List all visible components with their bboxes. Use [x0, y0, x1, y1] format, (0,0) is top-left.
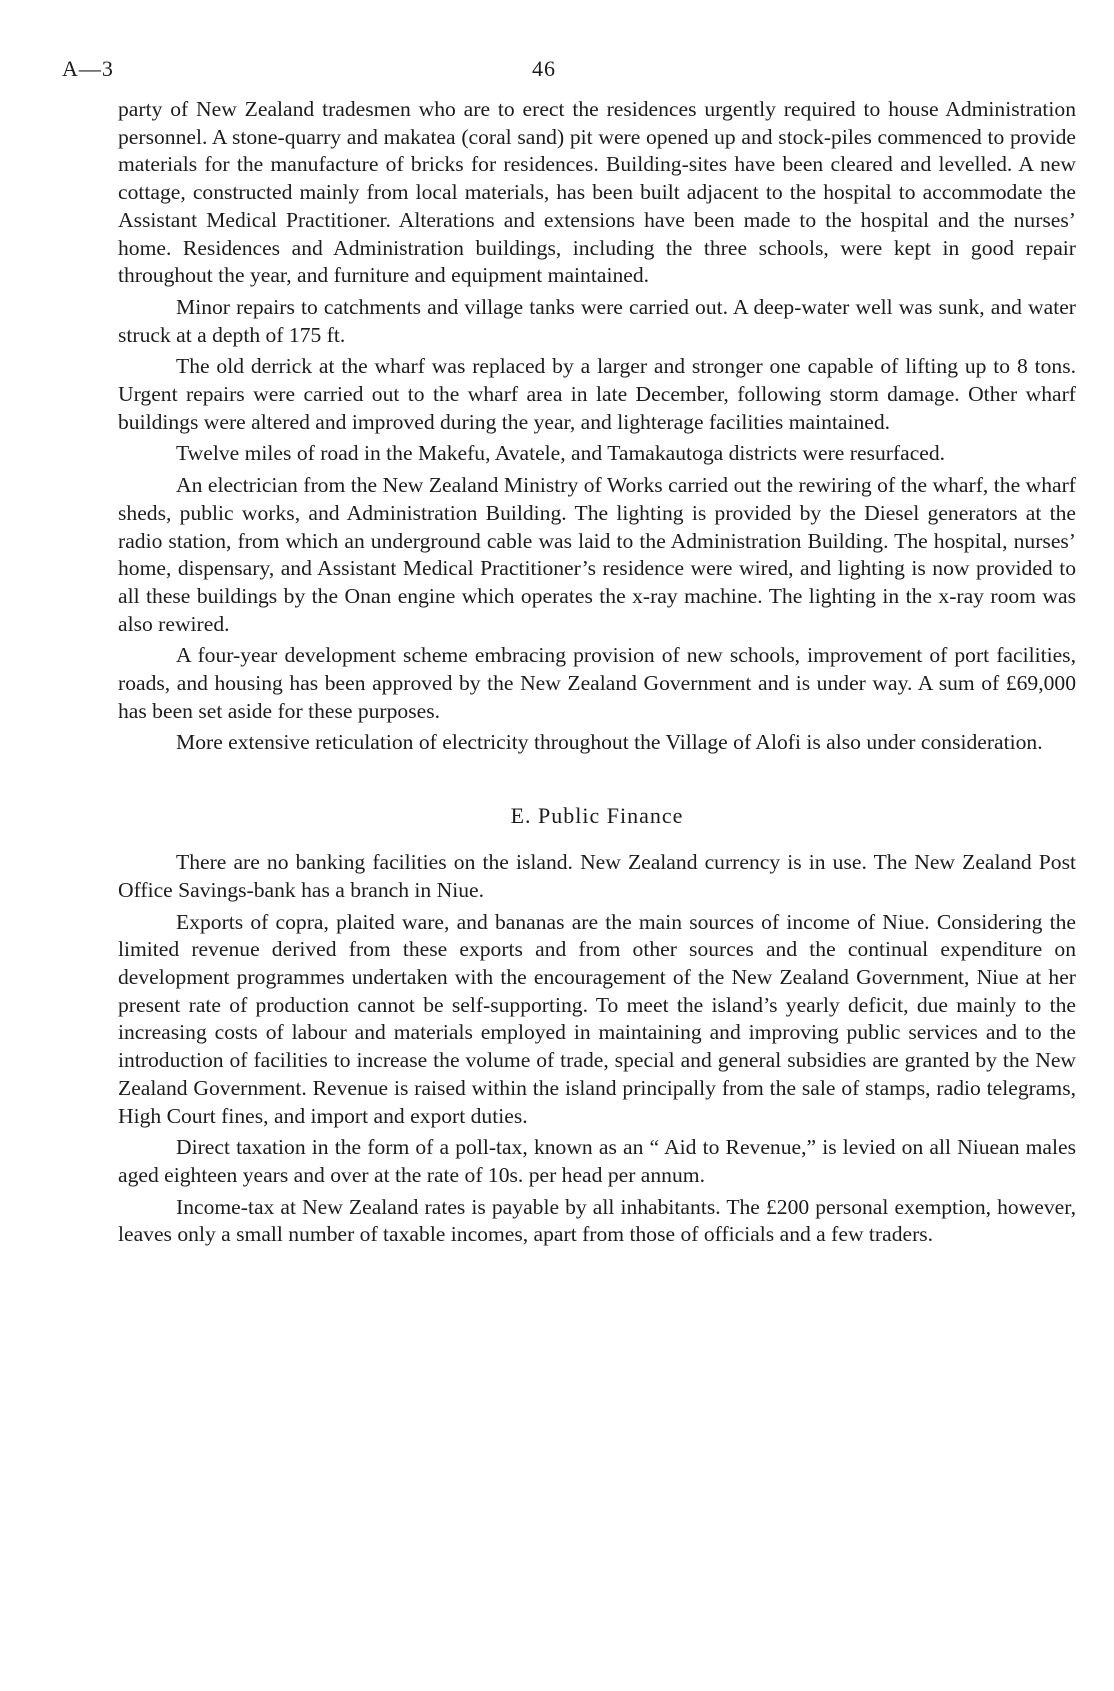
- paragraph-poll-tax: Direct taxation in the form of a poll-tax, known as an “ Aid to Revenue,” is levied on all Niuean males aged eighteen years and over at the rate of 10s. per head per annum.: [118, 1135, 1076, 1187]
- paragraph-income-tax: Income-tax at New Zealand rates is payable by all inhabitants. The £200 personal exemption, however, leaves only a small number of taxable incomes, apart from those of officials and a few traders.: [118, 1194, 1076, 1247]
- page-header: [62, 56, 1076, 96]
- section-heading-public-finance: E. Public Finance: [510, 803, 684, 829]
- document-reference: A—3: [62, 56, 114, 81]
- paragraph-continued: party of New Zealand tradesmen who are to erect the residences urgently required to house Administration personnel. A stone-quarry and makatea (coral sand) pit were opened up and stock-piles commenced to provide materials for the manufacture of bricks for residences. Building-sites have been cleared and levelled. A new cottage, constructed mainly from local materials, has been built adjacent to the hospital to accommodate the Assistant Medical Practitioner. Alterations and extensions have been made to the hospital and the nurses’ home. Residences and Administration buildings, including the three schools, were kept in good repair throughout the year, and furniture and equipment maintained.: [118, 97, 1076, 288]
- paragraph-banking: There are no banking facilities on the island. New Zealand currency is in use. The New Zealand Post Office Savings-bank has a branch in Niue.: [118, 850, 1076, 902]
- paragraph-water: Minor repairs to catchments and village tanks were carried out. A deep-water well was sunk, and water struck at a depth of 175 ft.: [118, 294, 1076, 347]
- paragraph-roads: Twelve miles of road in the Makefu, Avatele, and Tamakautoga districts were resurfaced.: [176, 441, 946, 466]
- paragraph-exports: Exports of copra, plaited ware, and bananas are the main sources of income of Niue. Considering the limited revenue derived from these exports and from other sources and the continual expenditure on development programmes undertaken with the encouragement of the New Zealand Government, Niue at her present rate of production cannot be self-supporting. To meet the island’s yearly deficit, due mainly to the increasing costs of labour and materials employed in maintaining and improving public services and to the introduction of facilities to increase the volume of trade, special and general subsidies are granted by the New Zealand Government. Revenue is raised within the island principally from the sale of stamps, radio telegrams, High Court fines, and import and export duties.: [118, 909, 1076, 1128]
- paragraph-development-scheme: A four-year development scheme embracing provision of new schools, improvement of port facilities, roads, and housing has been approved by the New Zealand Government and is under way. A sum of £69,000 has been set aside for these purposes.: [118, 643, 1076, 723]
- paragraph-wharf: The old derrick at the wharf was replaced by a larger and stronger one capable of lifting up to 8 tons. Urgent repairs were carried out to the wharf area in late December, following storm damage. Other wharf buildings were altered and improved during the year, and lighterage facilities maintained.: [118, 354, 1076, 434]
- paragraph-reticulation: More extensive reticulation of electricity throughout the Village of Alofi is also under consideration.: [176, 730, 1043, 755]
- paragraph-electrical: An electrician from the New Zealand Ministry of Works carried out the rewiring of the wharf, the wharf sheds, public works, and Administration Building. The lighting is provided by the Diesel generators at the radio station, from which an underground cable was laid to the Administration Building. The hospital, nurses’ home, dispensary, and Assistant Medical Practitioner’s residence were wired, and lighting is now provided to all these buildings by the Onan engine which operates the x-ray machine. The lighting in the x-ray room was also rewired.: [118, 473, 1076, 636]
- document-body: [118, 96, 1076, 1249]
- page-number: 46: [532, 56, 556, 81]
